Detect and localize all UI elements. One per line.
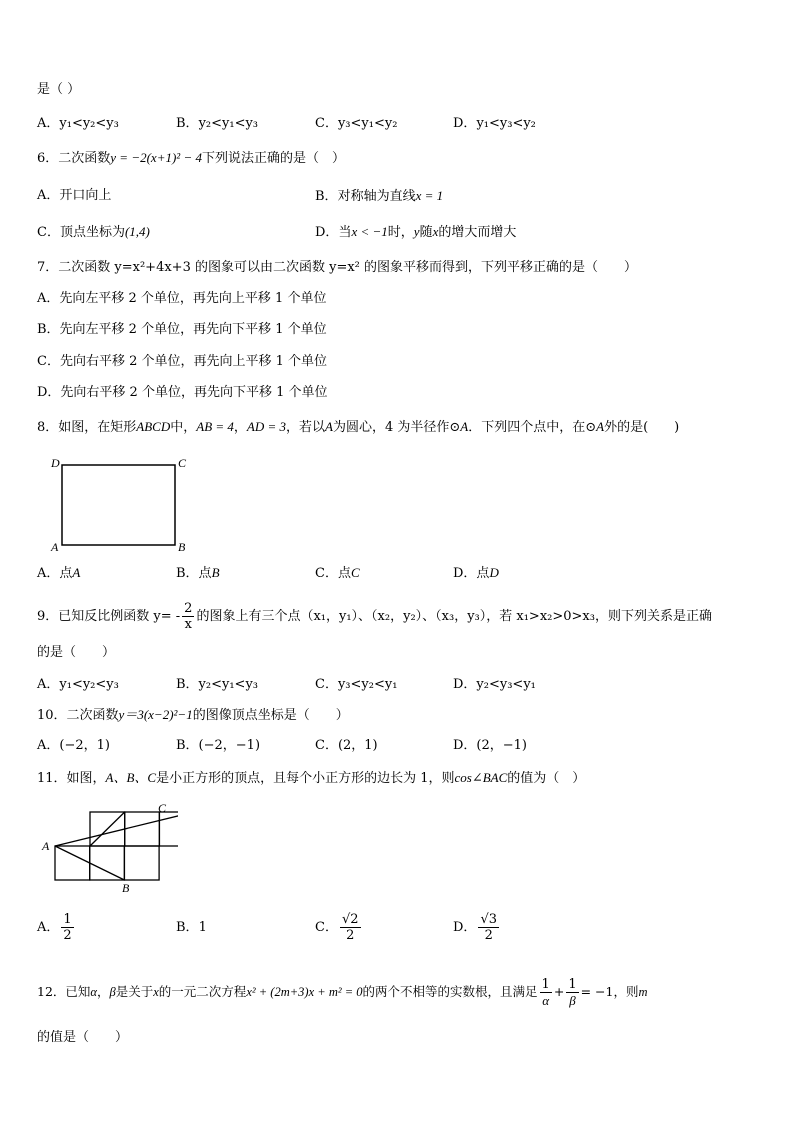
q9-stem: 9．已知反比例函数 y= - $\frac{2}{x}$ 的图象上有三个点（x₁，y₁）、（x₂，y₂）、（x₃，y₃），若 x₁>x₂>0>x₃，则下列关系是正确 [37,601,712,632]
q7-option-d: D．先向右平移 2 个单位，再先向下平移 1 个单位 [37,385,328,400]
label-a: A [51,540,59,554]
q7-stem: 7．二次函数 y=x²+4x+3 的图象可以由二次函数 y=x² 的图象平移而得到，下列平移正确的是（ ） [37,260,638,275]
q5-option-b: B．y₂<y₁<y₃ [176,116,259,131]
q7-option-c: C．先向右平移 2 个单位，再先向上平移 1 个单位 [37,354,328,369]
q8-rectangle-figure [45,455,205,555]
q9-option-d: D．y₂<y₃<y₁ [453,677,536,692]
q8-option-c: C．点C [315,565,360,581]
grid-square [125,812,160,846]
q10-option-d: D．(2，−1) [453,738,528,753]
label-b: B [122,881,130,892]
grid-square [90,846,125,880]
q11-grid-figure [38,800,178,892]
label-d: D [51,456,60,470]
q5-option-a: A．y₁<y₂<y₃ [37,116,119,131]
q6-option-d: D．当x < −1时，y随x的增大而增大 [315,224,517,240]
q11-stem: 11．如图，A、B、C是小正方形的顶点，且每个小正方形的边长为 1，则cos∠BAC的值为（ ） [37,770,586,786]
q10-option-c: C．(2，1) [315,738,378,753]
q9-stem-cont: 的是（ ） [37,645,116,660]
q5-stem-tail: 是（ ） [37,82,81,97]
q8-option-d: D．点D [453,565,499,581]
q12-stem: 12．已知α，β是关于x的一元二次方程x² + (2m+3)x + m² = 0的两个不相等的实数根，且满足 $\frac{1}{\alpha}$ + $\frac{1}{\beta}$ = −1，则m [37,977,648,1008]
grid-square [55,846,90,880]
q11-option-b: B．1 [176,920,207,935]
label-a: A [42,839,50,853]
label-c: C [158,801,167,815]
q11-option-c: C． $\frac{√2}{2}$ [315,912,359,943]
q7-option-b: B．先向左平移 2 个单位，再先向下平移 1 个单位 [37,322,327,337]
q12-stem-cont: 的值是（ ） [37,1030,129,1045]
q6-stem: 6．二次函数y = −2(x+1)² − 4下列说法正确的是（ ） [37,150,345,166]
diagonal [90,812,125,846]
q7-option-a: A．先向左平移 2 个单位，再先向上平移 1 个单位 [37,291,327,306]
rectangle-abcd [62,465,175,545]
q10-option-b: B．(−2，−1) [176,738,261,753]
q6-option-a: A．开口向上 [37,188,112,203]
q6-option-c: C．顶点坐标为(1,4) [37,224,150,240]
label-c: C [178,456,187,470]
q11-option-d: D． $\frac{√3}{2}$ [453,912,497,943]
q10-option-a: A．(−2，1) [37,738,110,753]
q9-option-c: C．y₃<y₂<y₁ [315,677,398,692]
grid-square [124,846,159,880]
q5-option-c: C．y₃<y₁<y₂ [315,116,398,131]
q10-stem: 10．二次函数y＝3(x−2)²−1的图像顶点坐标是（ ） [37,707,349,723]
q9-option-b: B．y₂<y₁<y₃ [176,677,259,692]
q5-option-d: D．y₁<y₃<y₂ [453,116,536,131]
q11-option-a: A． $\frac{1}{2}$ [37,912,72,943]
q8-option-b: B．点B [176,565,220,581]
q8-stem: 8．如图，在矩形ABCD中，AB = 4，AD = 3，若以A为圆心，4 为半径作⊙A．下列四个点中，在⊙A外的是( ) [37,419,680,435]
q9-fraction: $\frac{2}{x}$ [184,601,193,632]
q8-option-a: A．点A [37,565,81,581]
q9-option-a: A．y₁<y₂<y₃ [37,677,119,692]
q6-formula: y = −2(x+1)² − 4 [110,150,202,165]
q6-option-b: B．对称轴为直线x = 1 [315,188,444,204]
q10-formula: y＝3(x−2)²−1 [118,707,193,722]
label-b: B [178,540,186,554]
